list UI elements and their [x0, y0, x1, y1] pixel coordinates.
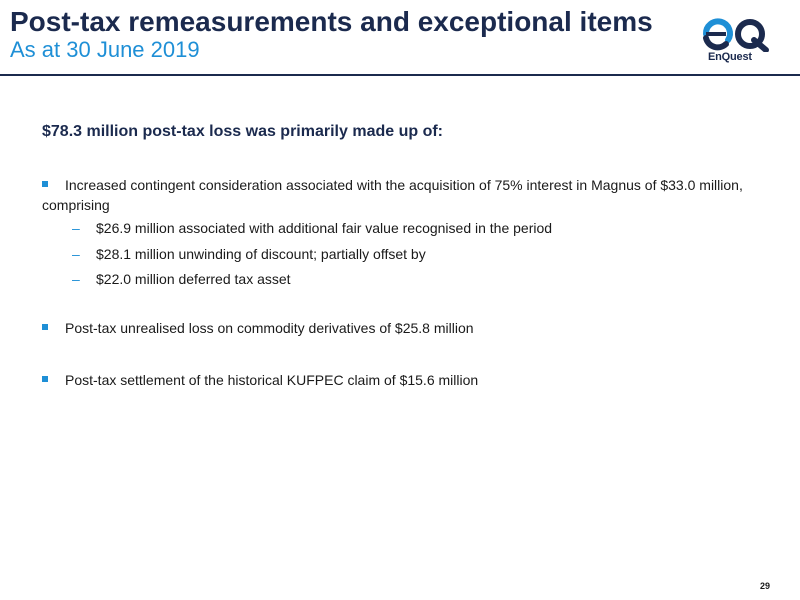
- sub-list-item: [72, 218, 552, 238]
- page-subtitle: As at 30 June 2019: [10, 37, 200, 62]
- square-bullet-icon: [42, 376, 48, 382]
- list-item: [42, 175, 782, 215]
- page-title: Post-tax remeasurements and exceptional items: [10, 6, 653, 37]
- sub-bullet-text: $26.9 million associated with additional fair value recognised in the period: [96, 220, 553, 236]
- square-bullet-icon: [42, 324, 48, 330]
- sub-list-item: [72, 244, 426, 264]
- square-bullet-icon: [42, 181, 48, 187]
- summary-heading: $78.3 million post-tax loss was primarily made up of:: [42, 123, 443, 140]
- sub-list-item: [72, 269, 291, 289]
- logo-wordmark: EnQuest: [708, 51, 752, 63]
- bullet-text: Increased contingent consideration associated with the acquisition of 75% interest in Magnus of $33.0 million, comprising: [42, 177, 743, 213]
- dash-bullet-icon: –: [72, 246, 80, 262]
- dash-bullet-icon: –: [72, 220, 80, 236]
- sub-bullet-text: $22.0 million deferred tax asset: [96, 271, 291, 287]
- list-item: [42, 370, 478, 390]
- eq-logo-icon: [700, 16, 772, 52]
- sub-bullet-text: $28.1 million unwinding of discount; partially offset by: [96, 246, 426, 262]
- page-number: 29: [760, 581, 771, 591]
- dash-bullet-icon: –: [72, 271, 80, 287]
- bullet-text: Post-tax settlement of the historical KUFPEC claim of $15.6 million: [65, 372, 479, 388]
- enquest-logo: [700, 16, 772, 68]
- bullet-text: Post-tax unrealised loss on commodity derivatives of $25.8 million: [65, 320, 474, 336]
- header-divider: [0, 74, 800, 76]
- list-item: [42, 318, 474, 338]
